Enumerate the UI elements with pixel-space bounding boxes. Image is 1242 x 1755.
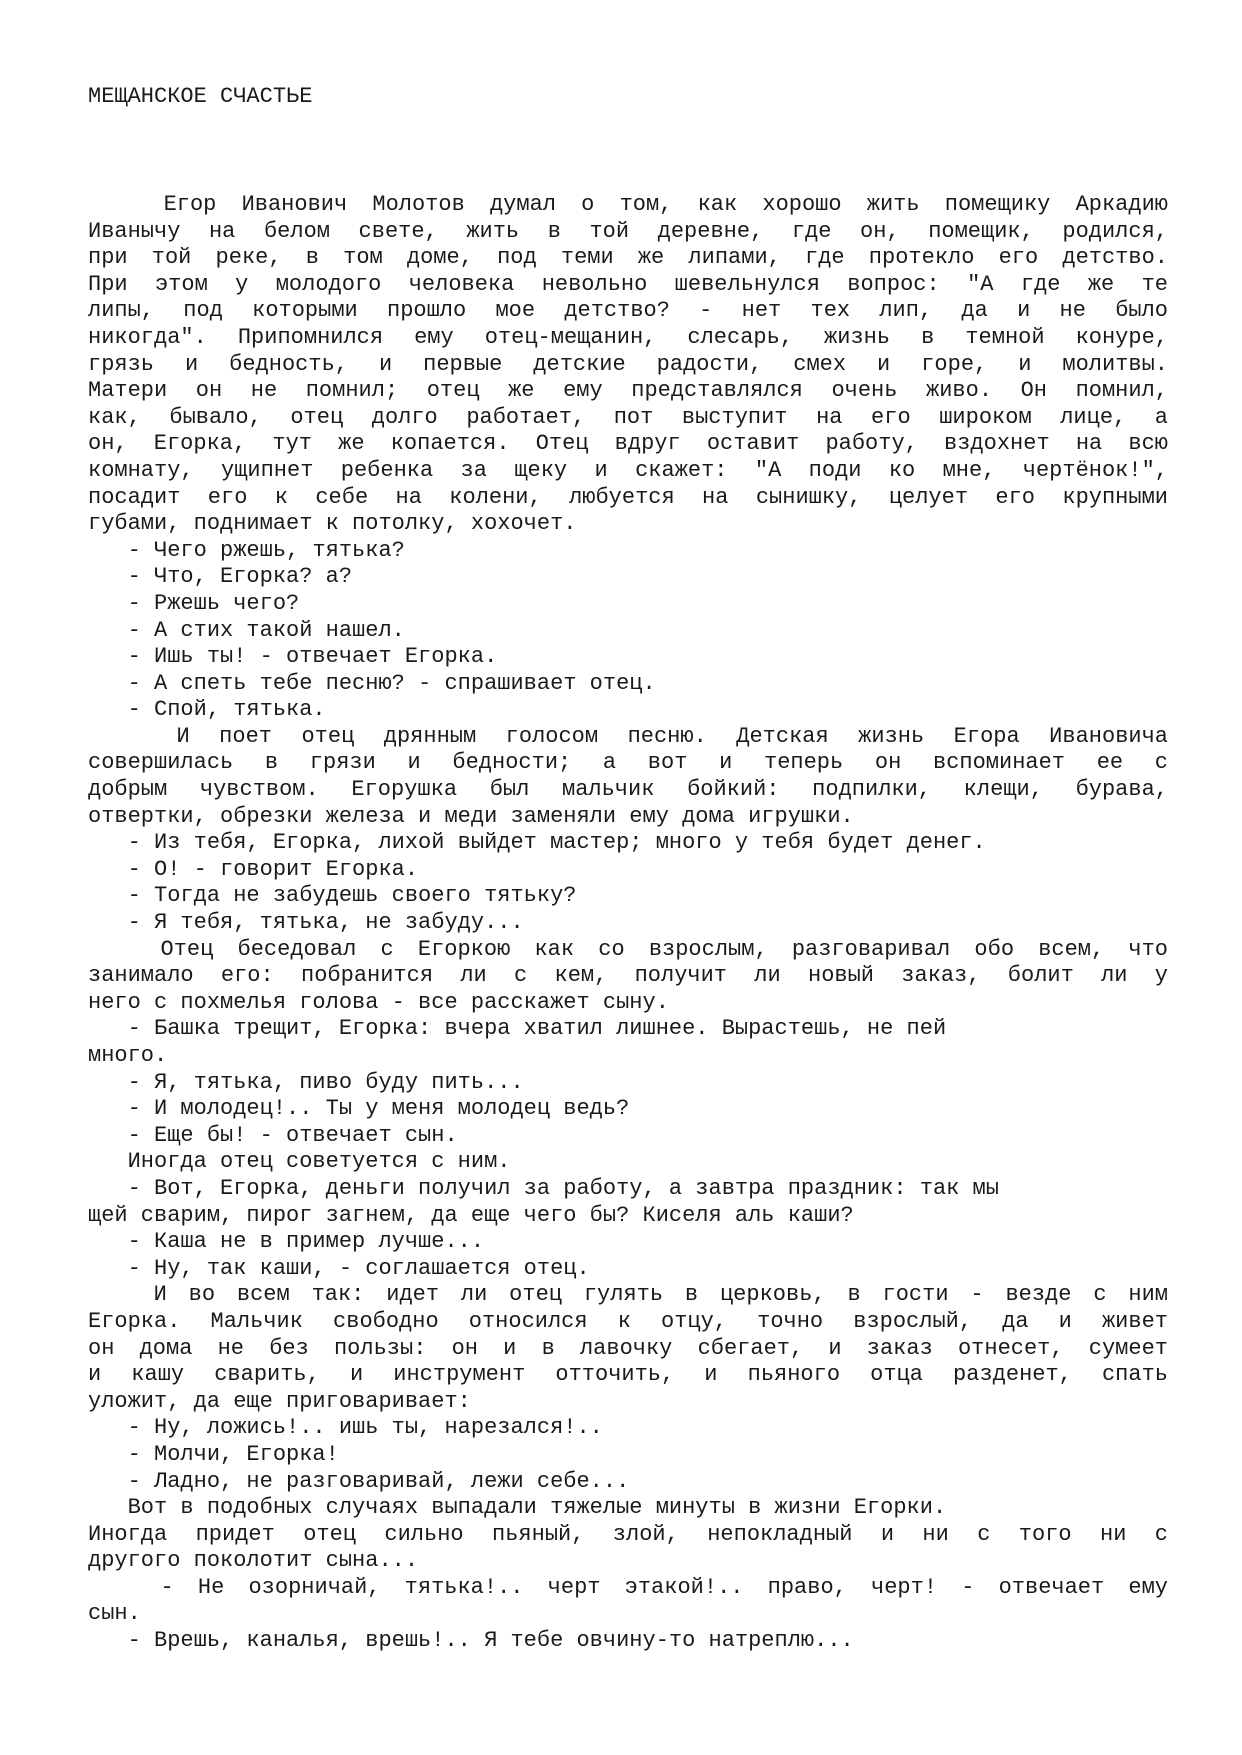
text-line: - Я, тятька, пиво буду пить... [88, 1069, 524, 1095]
document-body [88, 192, 1168, 1655]
text-line: никогда". Припомнился ему отец-мещанин, слесарь, жизнь в темной конуре, [88, 324, 1168, 350]
text-line: комнату, ущипнет ребенка за щеку и скажет: "А поди ко мне, чертёнок!", [88, 457, 1168, 483]
document-title: МЕЩАНСКОЕ СЧАСТЬЕ [88, 84, 313, 109]
text-line: Иногда отец советуется с ним. [88, 1149, 511, 1175]
text-line: губами, поднимает к потолку, хохочет. [88, 511, 577, 537]
text-line: - Каша не в пример лучше... [88, 1229, 485, 1255]
text-line: Егорка. Мальчик свободно относился к отцу, точно взрослый, да и живет [88, 1308, 1168, 1334]
text-line: щей сварим, пирог загнем, да еще чего бы? Киселя аль каши? [88, 1202, 854, 1228]
text-line: - Ну, ложись!.. ишь ты, нарезался!.. [88, 1415, 603, 1441]
text-line: - Что, Егорка? а? [88, 564, 353, 590]
text-line: - А спеть тебе песню? - спрашивает отец. [88, 670, 656, 696]
text-line: - Еще бы! - отвечает сын. [88, 1122, 458, 1148]
text-line: - Ладно, не разговаривай, лежи себе... [88, 1468, 630, 1494]
text-line: - Ржешь чего? [88, 590, 300, 616]
text-line: - Спой, тятька. [88, 697, 326, 723]
text-line: И во всем так: идет ли отец гулять в церковь, в гости - везде с ним [88, 1282, 1168, 1308]
text-line: - Башка трещит, Егорка: вчера хватил лишнее. Вырастешь, не пей [88, 1016, 947, 1042]
text-line: - А стих такой нашел. [88, 617, 405, 643]
text-line: - О! - говорит Егорка. [88, 856, 419, 882]
text-line: - Врешь, каналья, врешь!.. Я тебе овчину-то натреплю... [88, 1628, 854, 1654]
text-line: - Вот, Егорка, деньги получил за работу, а завтра праздник: так мы [88, 1175, 999, 1201]
text-line: Иванычу на белом свете, жить в той деревне, где он, помещик, родился, [88, 218, 1168, 244]
text-line: При этом у молодого человека невольно шевельнулся вопрос: "А где же те [88, 271, 1168, 297]
text-line: И поет отец дрянным голосом песню. Детская жизнь Егора Ивановича [88, 723, 1168, 749]
text-line: - Я тебя, тятька, не забуду... [88, 910, 524, 936]
text-line: - Молчи, Егорка! [88, 1441, 339, 1467]
text-line: посадит его к себе на колени, любуется на сынишку, целует его крупными [88, 484, 1168, 510]
text-line: - Из тебя, Егорка, лихой выйдет мастер; много у тебя будет денег. [88, 830, 986, 856]
text-line: него с похмелья голова - все расскажет сыну. [88, 989, 669, 1015]
text-line: - Ну, так каши, - соглашается отец. [88, 1255, 590, 1281]
text-line: добрым чувством. Егорушка был мальчик бойкий: подпилки, клещи, бурава, [88, 777, 1168, 803]
text-line: он дома не без пользы: он и в лавочку сбегает, и заказ отнесет, сумеет [88, 1335, 1168, 1361]
text-line: Отец беседовал с Егоркою как со взрослым, разговаривал обо всем, что [88, 936, 1168, 962]
text-line: при той реке, в том доме, под теми же липами, где протекло его детство. [88, 245, 1168, 271]
text-line: он, Егорка, тут же копается. Отец вдруг оставит работу, вздохнет на всю [88, 431, 1168, 457]
text-line: Матери он не помнил; отец же ему представлялся очень живо. Он помнил, [88, 378, 1168, 404]
text-line: сын. [88, 1601, 141, 1627]
text-line: - Чего ржешь, тятька? [88, 537, 405, 563]
text-line: совершилась в грязи и бедности; а вот и теперь он вспоминает ее с [88, 750, 1168, 776]
text-line: другого поколотит сына... [88, 1548, 419, 1574]
text-line: - Тогда не забудешь своего тятьку? [88, 883, 577, 909]
text-line: занимало его: побранится ли с кем, получит ли новый заказ, болит ли у [88, 963, 1168, 989]
text-line: - И молодец!.. Ты у меня молодец ведь? [88, 1096, 630, 1122]
text-line: Егор Иванович Молотов думал о том, как хорошо жить помещику Аркадию [88, 192, 1168, 217]
text-line: уложит, да еще приговаривает: [88, 1388, 471, 1414]
text-line: отвертки, обрезки железа и меди заменяли ему дома игрушки. [88, 803, 854, 829]
text-line: - Не озорничай, тятька!.. черт этакой!.. право, черт! - отвечает ему [88, 1574, 1168, 1600]
text-line: Вот в подобных случаях выпадали тяжелые минуты в жизни Егорки. [88, 1495, 947, 1521]
text-line: как, бывало, отец долго работает, пот выступит на его широком лице, а [88, 404, 1168, 430]
text-line: - Ишь ты! - отвечает Егорка. [88, 644, 498, 670]
text-line: много. [88, 1043, 168, 1068]
text-line: липы, под которыми прошло мое детство? - нет тех лип, да и не было [88, 298, 1168, 324]
text-line: Иногда придет отец сильно пьяный, злой, непокладный и ни с того ни с [88, 1521, 1168, 1547]
text-line: и кашу сварить, и инструмент отточить, и пьяного отца разденет, спать [88, 1362, 1168, 1388]
text-line: грязь и бедность, и первые детские радости, смех и горе, и молитвы. [88, 351, 1168, 377]
